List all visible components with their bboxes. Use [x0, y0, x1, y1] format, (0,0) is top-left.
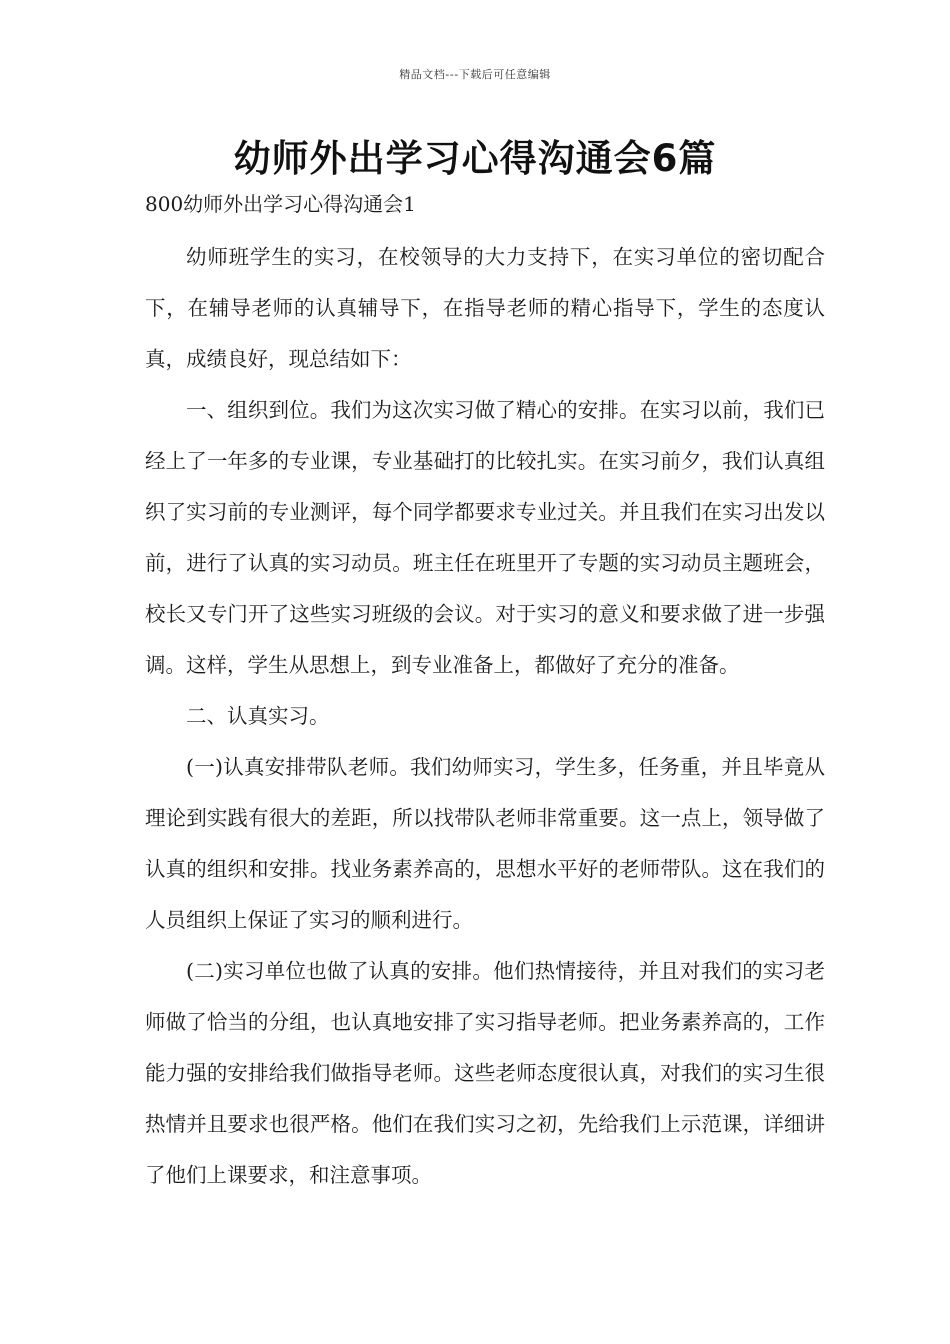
document-title: 幼师外出学习心得沟通会6篇 — [233, 137, 717, 180]
paragraph-organization: 一、组织到位。我们为这次实习做了精心的安排。在实习以前，我们已经上了一年多的专业课，专业基础打的比较扎实。在实习前夕，我们认真组织了实习前的专业测评，每个同学都要求专业过关。并且我们在实习出发以前，进行了认真的实习动员。班主任在班里开了专题的实习动员主题班会，校长又专门开了这些实习班级的会议。对于实习的意义和要求做了进一步强调。这样，学生从思想上，到专业准备上，都做好了充分的准备。 — [145, 398, 825, 677]
paragraph-intro: 幼师班学生的实习，在校领导的大力支持下，在实习单位的密切配合下，在辅导老师的认真辅导下，在指导老师的精心指导下，学生的态度认真，成绩良好，现总结如下： — [145, 245, 825, 371]
paragraph-practice-unit: (二)实习单位也做了认真的安排。他们热情接待，并且对我们的实习老师做了恰当的分组，也认真地安排了实习指导老师。把业务素养高的，工作能力强的安排给我们做指导老师。这些老师态度很认真，对我们的实习生很热情并且要求也很严格。他们在我们实习之初，先给我们上示范课，详细讲了他们上课要求，和注意事项。 — [145, 959, 825, 1187]
paragraph-section-heading: 二、认真实习。 — [186, 704, 330, 728]
section-subheading: 800幼师外出学习心得沟通会1 — [145, 192, 416, 216]
paragraph-lead-teachers: (一)认真安排带队老师。我们幼师实习，学生多，任务重，并且毕竟从理论到实践有很大的差距，所以找带队老师非常重要。这一点上，领导做了认真的组织和安排。找业务素养高的，思想水平好的老师带队。这在我们的人员组织上保证了实习的顺利进行。 — [145, 755, 825, 932]
document-body — [145, 232, 825, 1201]
header-note: 精品文档---下载后可任意编辑 — [399, 68, 551, 81]
